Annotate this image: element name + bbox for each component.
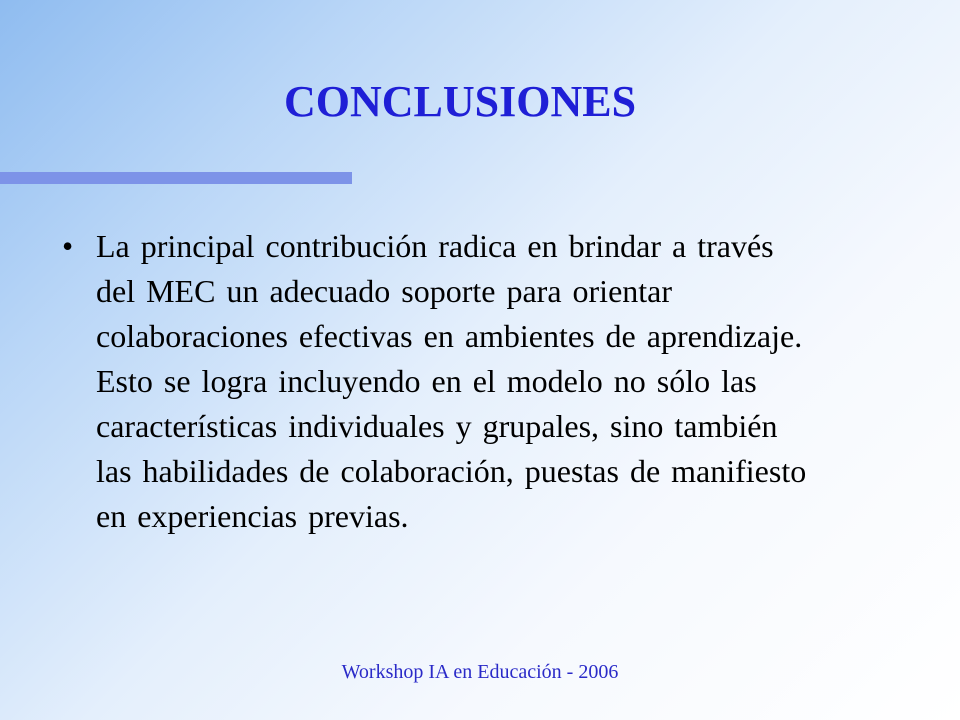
bullet-item bbox=[62, 224, 922, 539]
bullet-line: las habilidades de colaboración, puestas de manifiesto bbox=[96, 453, 807, 489]
slide-footer: Workshop IA en Educación - 2006 bbox=[341, 661, 619, 683]
bullet-line: en experiencias previas. bbox=[96, 498, 409, 534]
slide-title: CONCLUSIONES bbox=[283, 77, 637, 126]
bullet-dot-icon: • bbox=[62, 228, 74, 264]
bullet-line: colaboraciones efectivas en ambientes de aprendizaje. bbox=[96, 318, 803, 354]
bullet-line: Esto se logra incluyendo en el modelo no sólo las bbox=[96, 363, 757, 399]
bullet-paragraph bbox=[62, 224, 922, 539]
bullet-line: características individuales y grupales, sino también bbox=[96, 408, 778, 444]
title-underline-bar bbox=[0, 172, 352, 184]
bullet-line: del MEC un adecuado soporte para orientar bbox=[96, 273, 673, 309]
bullet-line: La principal contribución radica en brindar a través bbox=[96, 228, 774, 264]
